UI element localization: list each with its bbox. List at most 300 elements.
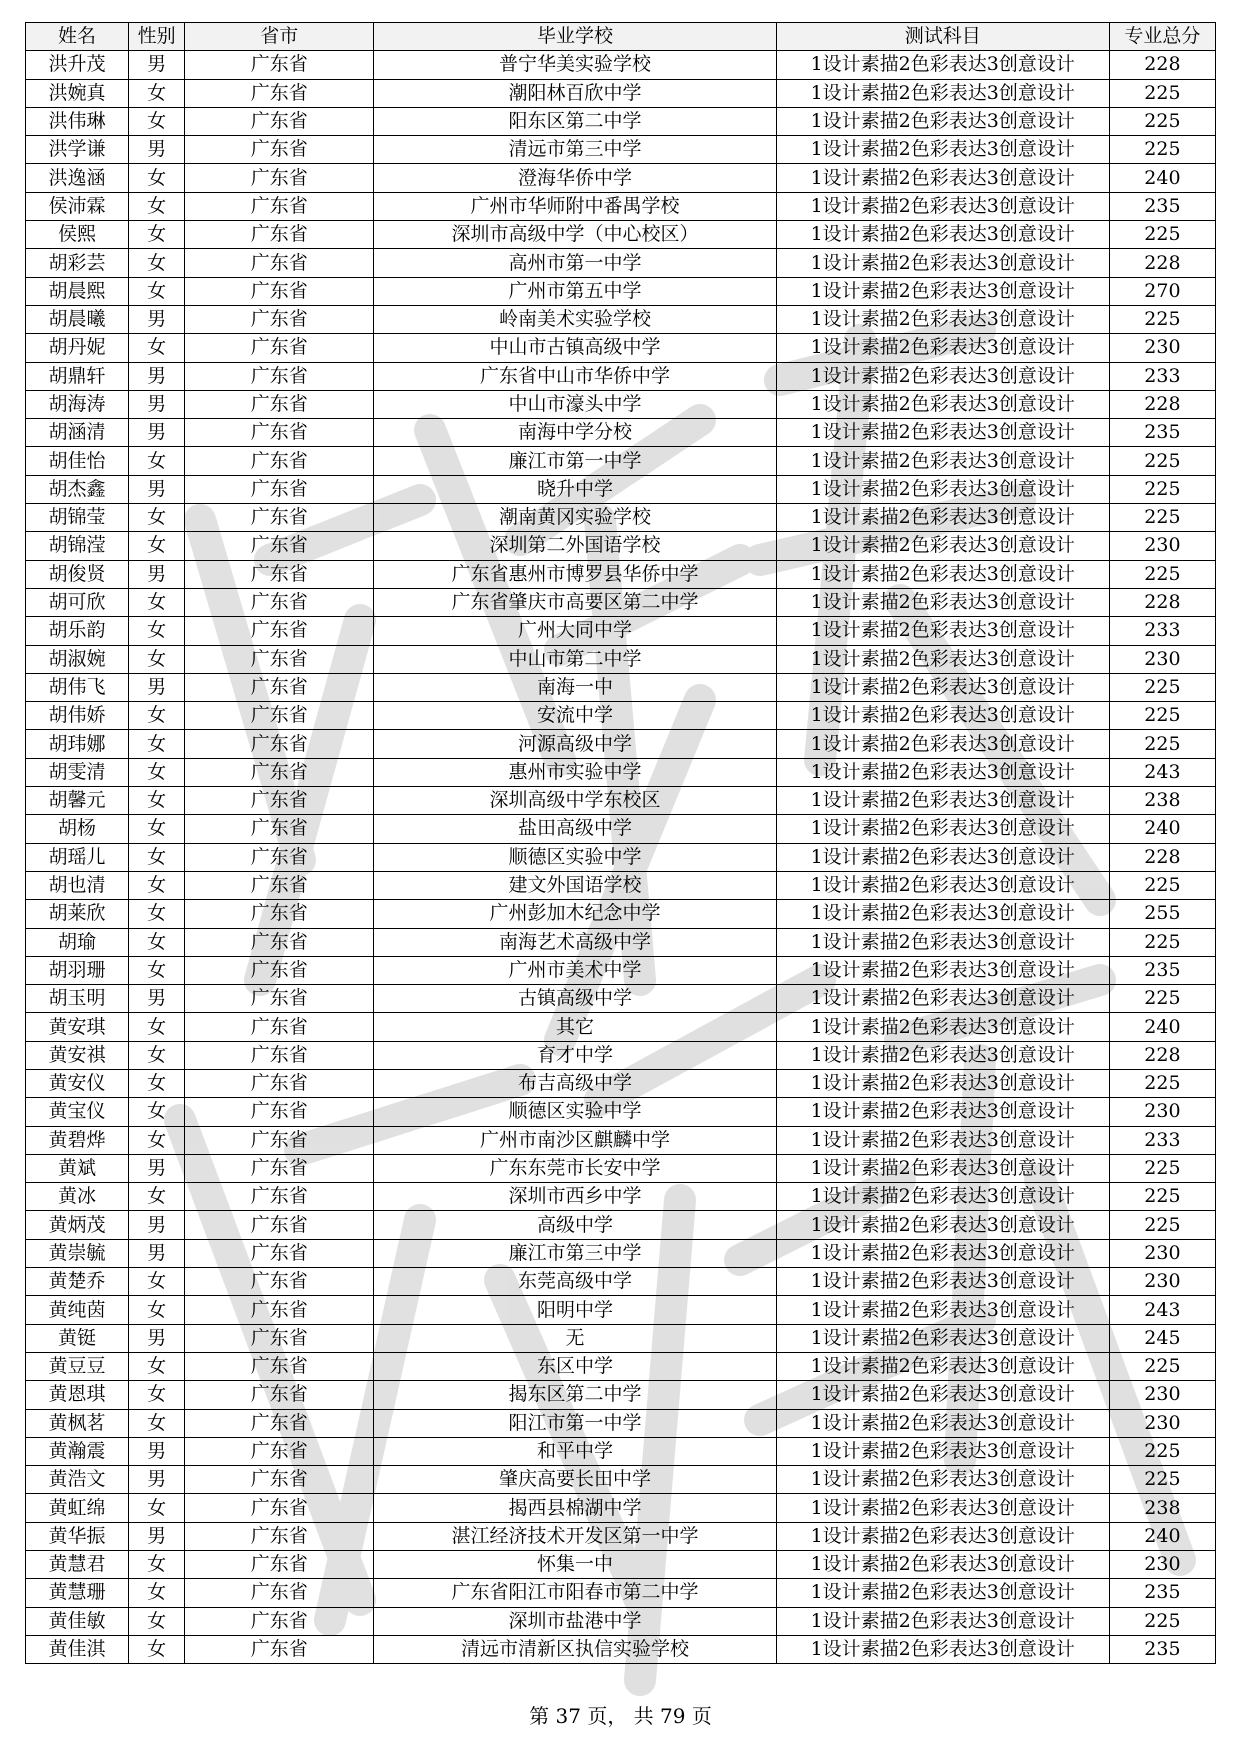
table-row (26, 730, 1216, 758)
score-cell: 233 (1109, 362, 1215, 390)
score-cell: 240 (1109, 1013, 1215, 1041)
score-cell: 235 (1109, 1635, 1215, 1663)
province-cell: 广东省 (185, 1409, 374, 1437)
score-cell: 225 (1109, 702, 1215, 730)
school-cell: 广东东莞市长安中学 (374, 1154, 776, 1182)
name-cell: 胡锦滢 (26, 532, 129, 560)
name-cell: 胡玮娜 (26, 730, 129, 758)
name-cell: 胡晨曦 (26, 305, 129, 333)
score-cell: 225 (1109, 1183, 1215, 1211)
table-row (26, 334, 1216, 362)
school-cell: 南海中学分校 (374, 419, 776, 447)
province-cell: 广东省 (185, 192, 374, 220)
subjects-cell: 1设计素描2色彩表达3创意设计 (776, 560, 1109, 588)
table-row (26, 900, 1216, 928)
province-cell: 广东省 (185, 1268, 374, 1296)
score-cell: 225 (1109, 1437, 1215, 1465)
subjects-cell: 1设计素描2色彩表达3创意设计 (776, 1041, 1109, 1069)
sex-cell: 男 (129, 475, 185, 503)
school-cell: 廉江市第三中学 (374, 1239, 776, 1267)
province-cell: 广东省 (185, 305, 374, 333)
name-cell: 胡羽珊 (26, 956, 129, 984)
school-cell: 南海艺术高级中学 (374, 928, 776, 956)
school-cell: 广东省阳江市阳春市第二中学 (374, 1579, 776, 1607)
score-cell: 230 (1109, 645, 1215, 673)
table-row (26, 1069, 1216, 1097)
table-row (26, 192, 1216, 220)
school-cell: 广州大同中学 (374, 617, 776, 645)
table-row (26, 79, 1216, 107)
score-cell: 238 (1109, 1494, 1215, 1522)
score-cell: 228 (1109, 51, 1215, 79)
subjects-cell: 1设计素描2色彩表达3创意设计 (776, 673, 1109, 701)
province-cell: 广东省 (185, 588, 374, 616)
subjects-cell: 1设计素描2色彩表达3创意设计 (776, 136, 1109, 164)
school-cell: 深圳市西乡中学 (374, 1183, 776, 1211)
score-cell: 225 (1109, 730, 1215, 758)
score-cell: 225 (1109, 1069, 1215, 1097)
score-cell: 230 (1109, 1098, 1215, 1126)
province-cell: 广东省 (185, 617, 374, 645)
score-cell: 235 (1109, 192, 1215, 220)
score-cell: 255 (1109, 900, 1215, 928)
province-cell: 广东省 (185, 956, 374, 984)
sex-cell: 女 (129, 532, 185, 560)
name-cell: 胡伟娇 (26, 702, 129, 730)
school-cell: 盐田高级中学 (374, 815, 776, 843)
name-cell: 黄豆豆 (26, 1352, 129, 1380)
province-cell: 广东省 (185, 1352, 374, 1380)
subjects-cell: 1设计素描2色彩表达3创意设计 (776, 1437, 1109, 1465)
name-cell: 胡伟飞 (26, 673, 129, 701)
subjects-cell: 1设计素描2色彩表达3创意设计 (776, 702, 1109, 730)
table-row (26, 1296, 1216, 1324)
sex-cell: 男 (129, 305, 185, 333)
sex-cell: 女 (129, 1409, 185, 1437)
subjects-cell: 1设计素描2色彩表达3创意设计 (776, 1211, 1109, 1239)
school-cell: 清远市第三中学 (374, 136, 776, 164)
province-cell: 广东省 (185, 843, 374, 871)
table-row (26, 305, 1216, 333)
table-row (26, 985, 1216, 1013)
sex-cell: 女 (129, 1551, 185, 1579)
table-row (26, 1013, 1216, 1041)
subjects-cell: 1设计素描2色彩表达3创意设计 (776, 956, 1109, 984)
score-cell: 225 (1109, 1607, 1215, 1635)
name-cell: 胡彩芸 (26, 249, 129, 277)
table-row (26, 362, 1216, 390)
school-cell: 揭东区第二中学 (374, 1381, 776, 1409)
name-cell: 胡佳怡 (26, 447, 129, 475)
province-cell: 广东省 (185, 871, 374, 899)
name-cell: 胡锦莹 (26, 504, 129, 532)
school-cell: 布吉高级中学 (374, 1069, 776, 1097)
province-cell: 广东省 (185, 1126, 374, 1154)
score-cell: 225 (1109, 221, 1215, 249)
score-cell: 233 (1109, 617, 1215, 645)
header-sex: 性别 (129, 23, 185, 51)
score-cell: 230 (1109, 1268, 1215, 1296)
sex-cell: 女 (129, 1352, 185, 1380)
table-row (26, 1183, 1216, 1211)
name-cell: 胡鼎轩 (26, 362, 129, 390)
subjects-cell: 1设计素描2色彩表达3创意设计 (776, 1098, 1109, 1126)
province-cell: 广东省 (185, 1466, 374, 1494)
subjects-cell: 1设计素描2色彩表达3创意设计 (776, 1239, 1109, 1267)
admission-score-table (25, 22, 1216, 1664)
sex-cell: 女 (129, 900, 185, 928)
province-cell: 广东省 (185, 1635, 374, 1663)
sex-cell: 女 (129, 843, 185, 871)
province-cell: 广东省 (185, 107, 374, 135)
name-cell: 胡雯清 (26, 758, 129, 786)
province-cell: 广东省 (185, 1098, 374, 1126)
sex-cell: 女 (129, 758, 185, 786)
table-row (26, 1268, 1216, 1296)
name-cell: 黄华振 (26, 1522, 129, 1550)
sex-cell: 男 (129, 51, 185, 79)
province-cell: 广东省 (185, 815, 374, 843)
name-cell: 洪婉真 (26, 79, 129, 107)
name-cell: 洪逸涵 (26, 164, 129, 192)
province-cell: 广东省 (185, 1607, 374, 1635)
school-cell: 澄海华侨中学 (374, 164, 776, 192)
province-cell: 广东省 (185, 277, 374, 305)
score-cell: 230 (1109, 1409, 1215, 1437)
school-cell: 中山市濠头中学 (374, 390, 776, 418)
province-cell: 广东省 (185, 1296, 374, 1324)
sex-cell: 男 (129, 1522, 185, 1550)
score-cell: 270 (1109, 277, 1215, 305)
province-cell: 广东省 (185, 419, 374, 447)
school-cell: 顺德区实验中学 (374, 1098, 776, 1126)
sex-cell: 女 (129, 1296, 185, 1324)
school-cell: 无 (374, 1324, 776, 1352)
sex-cell: 男 (129, 985, 185, 1013)
table-row (26, 475, 1216, 503)
sex-cell: 女 (129, 249, 185, 277)
score-cell: 240 (1109, 815, 1215, 843)
name-cell: 黄枫茗 (26, 1409, 129, 1437)
name-cell: 胡可欣 (26, 588, 129, 616)
table-row (26, 107, 1216, 135)
province-cell: 广东省 (185, 79, 374, 107)
score-cell: 235 (1109, 1579, 1215, 1607)
table-row (26, 1579, 1216, 1607)
sex-cell: 女 (129, 1098, 185, 1126)
subjects-cell: 1设计素描2色彩表达3创意设计 (776, 1494, 1109, 1522)
name-cell: 黄慧君 (26, 1551, 129, 1579)
score-cell: 240 (1109, 164, 1215, 192)
table-row (26, 1381, 1216, 1409)
subjects-cell: 1设计素描2色彩表达3创意设计 (776, 1409, 1109, 1437)
school-cell: 高州市第一中学 (374, 249, 776, 277)
sex-cell: 男 (129, 362, 185, 390)
province-cell: 广东省 (185, 900, 374, 928)
sex-cell: 女 (129, 107, 185, 135)
province-cell: 广东省 (185, 985, 374, 1013)
name-cell: 胡瑜 (26, 928, 129, 956)
sex-cell: 男 (129, 390, 185, 418)
table-row (26, 1098, 1216, 1126)
school-cell: 广东省肇庆市高要区第二中学 (374, 588, 776, 616)
sex-cell: 女 (129, 730, 185, 758)
subjects-cell: 1设计素描2色彩表达3创意设计 (776, 164, 1109, 192)
subjects-cell: 1设计素描2色彩表达3创意设计 (776, 1466, 1109, 1494)
name-cell: 黄安仪 (26, 1069, 129, 1097)
subjects-cell: 1设计素描2色彩表达3创意设计 (776, 504, 1109, 532)
province-cell: 广东省 (185, 758, 374, 786)
school-cell: 建文外国语学校 (374, 871, 776, 899)
table-row (26, 1437, 1216, 1465)
school-cell: 南海一中 (374, 673, 776, 701)
province-cell: 广东省 (185, 702, 374, 730)
table-row (26, 277, 1216, 305)
table-row (26, 1211, 1216, 1239)
subjects-cell: 1设计素描2色彩表达3创意设计 (776, 1268, 1109, 1296)
name-cell: 黄慧珊 (26, 1579, 129, 1607)
table-row (26, 928, 1216, 956)
school-cell: 普宁华美实验学校 (374, 51, 776, 79)
subjects-cell: 1设计素描2色彩表达3创意设计 (776, 787, 1109, 815)
name-cell: 黄楚乔 (26, 1268, 129, 1296)
score-cell: 225 (1109, 560, 1215, 588)
header-subjects: 测试科目 (776, 23, 1109, 51)
score-cell: 230 (1109, 334, 1215, 362)
school-cell: 深圳市盐港中学 (374, 1607, 776, 1635)
table-row (26, 1635, 1216, 1663)
school-cell: 安流中学 (374, 702, 776, 730)
name-cell: 黄斌 (26, 1154, 129, 1182)
province-cell: 广东省 (185, 645, 374, 673)
province-cell: 广东省 (185, 1522, 374, 1550)
school-cell: 清远市清新区执信实验学校 (374, 1635, 776, 1663)
score-cell: 230 (1109, 1239, 1215, 1267)
province-cell: 广东省 (185, 1239, 374, 1267)
table-row (26, 221, 1216, 249)
score-cell: 240 (1109, 1522, 1215, 1550)
score-cell: 228 (1109, 249, 1215, 277)
subjects-cell: 1设计素描2色彩表达3创意设计 (776, 1183, 1109, 1211)
province-cell: 广东省 (185, 334, 374, 362)
sex-cell: 女 (129, 1183, 185, 1211)
province-cell: 广东省 (185, 390, 374, 418)
name-cell: 黄虹绵 (26, 1494, 129, 1522)
province-cell: 广东省 (185, 249, 374, 277)
school-cell: 广东省惠州市博罗县华侨中学 (374, 560, 776, 588)
subjects-cell: 1设计素描2色彩表达3创意设计 (776, 221, 1109, 249)
province-cell: 广东省 (185, 730, 374, 758)
sex-cell: 女 (129, 1494, 185, 1522)
school-cell: 东区中学 (374, 1352, 776, 1380)
province-cell: 广东省 (185, 532, 374, 560)
score-cell: 225 (1109, 871, 1215, 899)
subjects-cell: 1设计素描2色彩表达3创意设计 (776, 1635, 1109, 1663)
sex-cell: 男 (129, 1154, 185, 1182)
sex-cell: 女 (129, 192, 185, 220)
school-cell: 廉江市第一中学 (374, 447, 776, 475)
province-cell: 广东省 (185, 1551, 374, 1579)
subjects-cell: 1设计素描2色彩表达3创意设计 (776, 107, 1109, 135)
table-row (26, 1607, 1216, 1635)
name-cell: 黄纯茵 (26, 1296, 129, 1324)
sex-cell: 女 (129, 1579, 185, 1607)
subjects-cell: 1设计素描2色彩表达3创意设计 (776, 928, 1109, 956)
table-row (26, 1126, 1216, 1154)
subjects-cell: 1设计素描2色彩表达3创意设计 (776, 900, 1109, 928)
table-row (26, 702, 1216, 730)
header-score: 专业总分 (1109, 23, 1215, 51)
score-cell: 228 (1109, 390, 1215, 418)
sex-cell: 男 (129, 1466, 185, 1494)
school-cell: 深圳市高级中学（中心校区） (374, 221, 776, 249)
province-cell: 广东省 (185, 221, 374, 249)
sex-cell: 男 (129, 1239, 185, 1267)
sex-cell: 女 (129, 871, 185, 899)
score-cell: 225 (1109, 475, 1215, 503)
table-row (26, 617, 1216, 645)
subjects-cell: 1设计素描2色彩表达3创意设计 (776, 362, 1109, 390)
school-cell: 晓升中学 (374, 475, 776, 503)
table-row (26, 136, 1216, 164)
page-number: 第 37 页， 共 79 页 (529, 1704, 712, 1728)
school-cell: 古镇高级中学 (374, 985, 776, 1013)
school-cell: 广东省中山市华侨中学 (374, 362, 776, 390)
sex-cell: 女 (129, 1013, 185, 1041)
school-cell: 揭西县棉湖中学 (374, 1494, 776, 1522)
score-cell: 228 (1109, 588, 1215, 616)
score-cell: 230 (1109, 1381, 1215, 1409)
sex-cell: 男 (129, 136, 185, 164)
sex-cell: 女 (129, 447, 185, 475)
table-row (26, 504, 1216, 532)
sex-cell: 女 (129, 504, 185, 532)
subjects-cell: 1设计素描2色彩表达3创意设计 (776, 1154, 1109, 1182)
header-name: 姓名 (26, 23, 129, 51)
name-cell: 胡杨 (26, 815, 129, 843)
score-cell: 230 (1109, 1551, 1215, 1579)
sex-cell: 女 (129, 221, 185, 249)
subjects-cell: 1设计素描2色彩表达3创意设计 (776, 305, 1109, 333)
subjects-cell: 1设计素描2色彩表达3创意设计 (776, 1013, 1109, 1041)
subjects-cell: 1设计素描2色彩表达3创意设计 (776, 843, 1109, 871)
school-cell: 肇庆高要长田中学 (374, 1466, 776, 1494)
subjects-cell: 1设计素描2色彩表达3创意设计 (776, 1126, 1109, 1154)
sex-cell: 男 (129, 1437, 185, 1465)
subjects-cell: 1设计素描2色彩表达3创意设计 (776, 79, 1109, 107)
score-cell: 238 (1109, 787, 1215, 815)
name-cell: 侯沛霖 (26, 192, 129, 220)
sex-cell: 女 (129, 787, 185, 815)
table-row (26, 815, 1216, 843)
header-school: 毕业学校 (374, 23, 776, 51)
score-cell: 225 (1109, 928, 1215, 956)
table-row (26, 51, 1216, 79)
name-cell: 黄安祺 (26, 1041, 129, 1069)
name-cell: 黄崇毓 (26, 1239, 129, 1267)
name-cell: 黄佳敏 (26, 1607, 129, 1635)
score-cell: 228 (1109, 843, 1215, 871)
name-cell: 胡淑婉 (26, 645, 129, 673)
province-cell: 广东省 (185, 1494, 374, 1522)
name-cell: 黄瀚震 (26, 1437, 129, 1465)
province-cell: 广东省 (185, 136, 374, 164)
sex-cell: 女 (129, 1635, 185, 1663)
school-cell: 深圳高级中学东校区 (374, 787, 776, 815)
score-cell: 230 (1109, 532, 1215, 560)
subjects-cell: 1设计素描2色彩表达3创意设计 (776, 419, 1109, 447)
sex-cell: 女 (129, 928, 185, 956)
score-cell: 225 (1109, 305, 1215, 333)
school-cell: 湛江经济技术开发区第一中学 (374, 1522, 776, 1550)
school-cell: 广州市美术中学 (374, 956, 776, 984)
score-cell: 225 (1109, 136, 1215, 164)
table-row (26, 532, 1216, 560)
name-cell: 胡也清 (26, 871, 129, 899)
province-cell: 广东省 (185, 447, 374, 475)
table-row (26, 871, 1216, 899)
subjects-cell: 1设计素描2色彩表达3创意设计 (776, 1324, 1109, 1352)
subjects-cell: 1设计素描2色彩表达3创意设计 (776, 51, 1109, 79)
province-cell: 广东省 (185, 164, 374, 192)
table-row (26, 447, 1216, 475)
province-cell: 广东省 (185, 504, 374, 532)
subjects-cell: 1设计素描2色彩表达3创意设计 (776, 447, 1109, 475)
name-cell: 胡丹妮 (26, 334, 129, 362)
table-row (26, 419, 1216, 447)
score-cell: 235 (1109, 419, 1215, 447)
province-cell: 广东省 (185, 1069, 374, 1097)
sex-cell: 女 (129, 164, 185, 192)
school-cell: 广州市南沙区麒麟中学 (374, 1126, 776, 1154)
school-cell: 怀集一中 (374, 1551, 776, 1579)
name-cell: 胡海涛 (26, 390, 129, 418)
school-cell: 中山市第二中学 (374, 645, 776, 673)
sex-cell: 女 (129, 588, 185, 616)
school-cell: 中山市古镇高级中学 (374, 334, 776, 362)
name-cell: 黄安琪 (26, 1013, 129, 1041)
name-cell: 黄宝仪 (26, 1098, 129, 1126)
subjects-cell: 1设计素描2色彩表达3创意设计 (776, 334, 1109, 362)
name-cell: 侯熙 (26, 221, 129, 249)
province-cell: 广东省 (185, 1381, 374, 1409)
sex-cell: 男 (129, 673, 185, 701)
name-cell: 黄炳茂 (26, 1211, 129, 1239)
province-cell: 广东省 (185, 560, 374, 588)
sex-cell: 女 (129, 617, 185, 645)
subjects-cell: 1设计素描2色彩表达3创意设计 (776, 249, 1109, 277)
school-cell: 育才中学 (374, 1041, 776, 1069)
name-cell: 黄铤 (26, 1324, 129, 1352)
score-cell: 245 (1109, 1324, 1215, 1352)
name-cell: 洪学谦 (26, 136, 129, 164)
subjects-cell: 1设计素描2色彩表达3创意设计 (776, 617, 1109, 645)
table-row (26, 1352, 1216, 1380)
table-row (26, 390, 1216, 418)
province-cell: 广东省 (185, 1211, 374, 1239)
subjects-cell: 1设计素描2色彩表达3创意设计 (776, 1296, 1109, 1324)
province-cell: 广东省 (185, 1183, 374, 1211)
province-cell: 广东省 (185, 475, 374, 503)
name-cell: 胡杰鑫 (26, 475, 129, 503)
sex-cell: 女 (129, 79, 185, 107)
province-cell: 广东省 (185, 1041, 374, 1069)
name-cell: 胡馨元 (26, 787, 129, 815)
province-cell: 广东省 (185, 51, 374, 79)
table-row (26, 645, 1216, 673)
province-cell: 广东省 (185, 362, 374, 390)
score-cell: 228 (1109, 1041, 1215, 1069)
